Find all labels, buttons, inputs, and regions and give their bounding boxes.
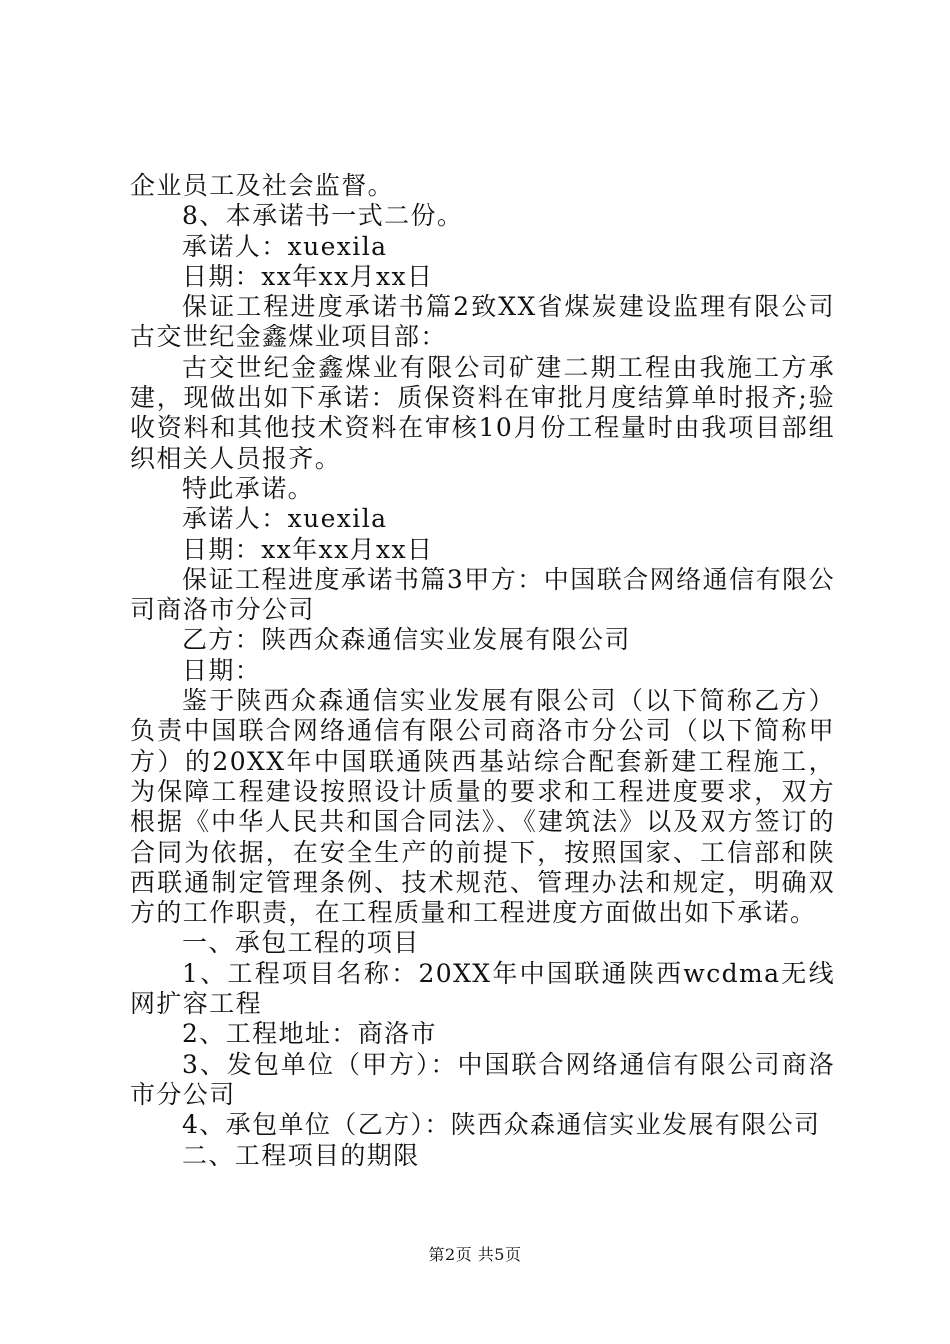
paragraph: 3、发包单位（甲方）：中国联合网络通信有限公司商洛市分公司: [130, 1049, 835, 1109]
paragraph: 日期：: [182, 655, 262, 685]
page-footer: 第2页 共5页: [428, 1245, 522, 1264]
document-body: [130, 171, 835, 1171]
paragraph: 保证工程进度承诺书篇3甲方：中国联合网络通信有限公司商洛市分公司: [130, 564, 835, 625]
paragraph: 古交世纪金鑫煤业有限公司矿建二期工程由我施工方承建，现做出如下承诺：质保资料在审批月度结算单时报齐;验收资料和其他技术资料在审核10月份工程量时由我项目部组织相关人员报齐。: [130, 352, 835, 473]
paragraph: 鉴于陕西众森通信实业发展有限公司（以下简称乙方）负责中国联合网络通信有限公司商洛市分公司（以下简称甲方）的20XX年中国联通陕西基站综合配套新建工程施工，为保障工程建设按照设计质量的要求和工程进度要求，双方根据《中华人民共和国合同法》、《建筑法》以及双方签订的合同为依据，在安全生产的前提下，按照国家、工信部和陕西联通制定管理条例、技术规范、管理办法和规定，明确双方的工作职责，在工程质量和工程进度方面做出如下承诺。: [130, 686, 835, 928]
paragraph: 保证工程进度承诺书篇2致XX省煤炭建设监理有限公司古交世纪金鑫煤业项目部：: [130, 292, 835, 352]
paragraph: 特此承诺。: [182, 473, 315, 503]
paragraph: 二、工程项目的期限: [182, 1140, 420, 1170]
paragraph: 8、本承诺书一式二份。: [182, 201, 464, 231]
paragraph: 2、工程地址：商洛市: [182, 1019, 437, 1049]
paragraph: 乙方：陕西众森通信实业发展有限公司: [182, 625, 631, 655]
paragraph: 日期：xx年xx月xx日: [182, 534, 434, 564]
paragraph: 1、工程项目名称：20XX年中国联通陕西wcdma无线网扩容工程: [130, 958, 835, 1019]
paragraph: 一、承包工程的项目: [182, 928, 420, 958]
paragraph: 4、承包单位（乙方）：陕西众森通信实业发展有限公司: [182, 1110, 821, 1140]
paragraph: 承诺人：xuexila: [182, 504, 388, 534]
paragraph: 日期：xx年xx月xx日: [182, 261, 434, 291]
paragraph: 承诺人：xuexila: [182, 231, 388, 261]
paragraph: 企业员工及社会监督。: [130, 171, 395, 200]
